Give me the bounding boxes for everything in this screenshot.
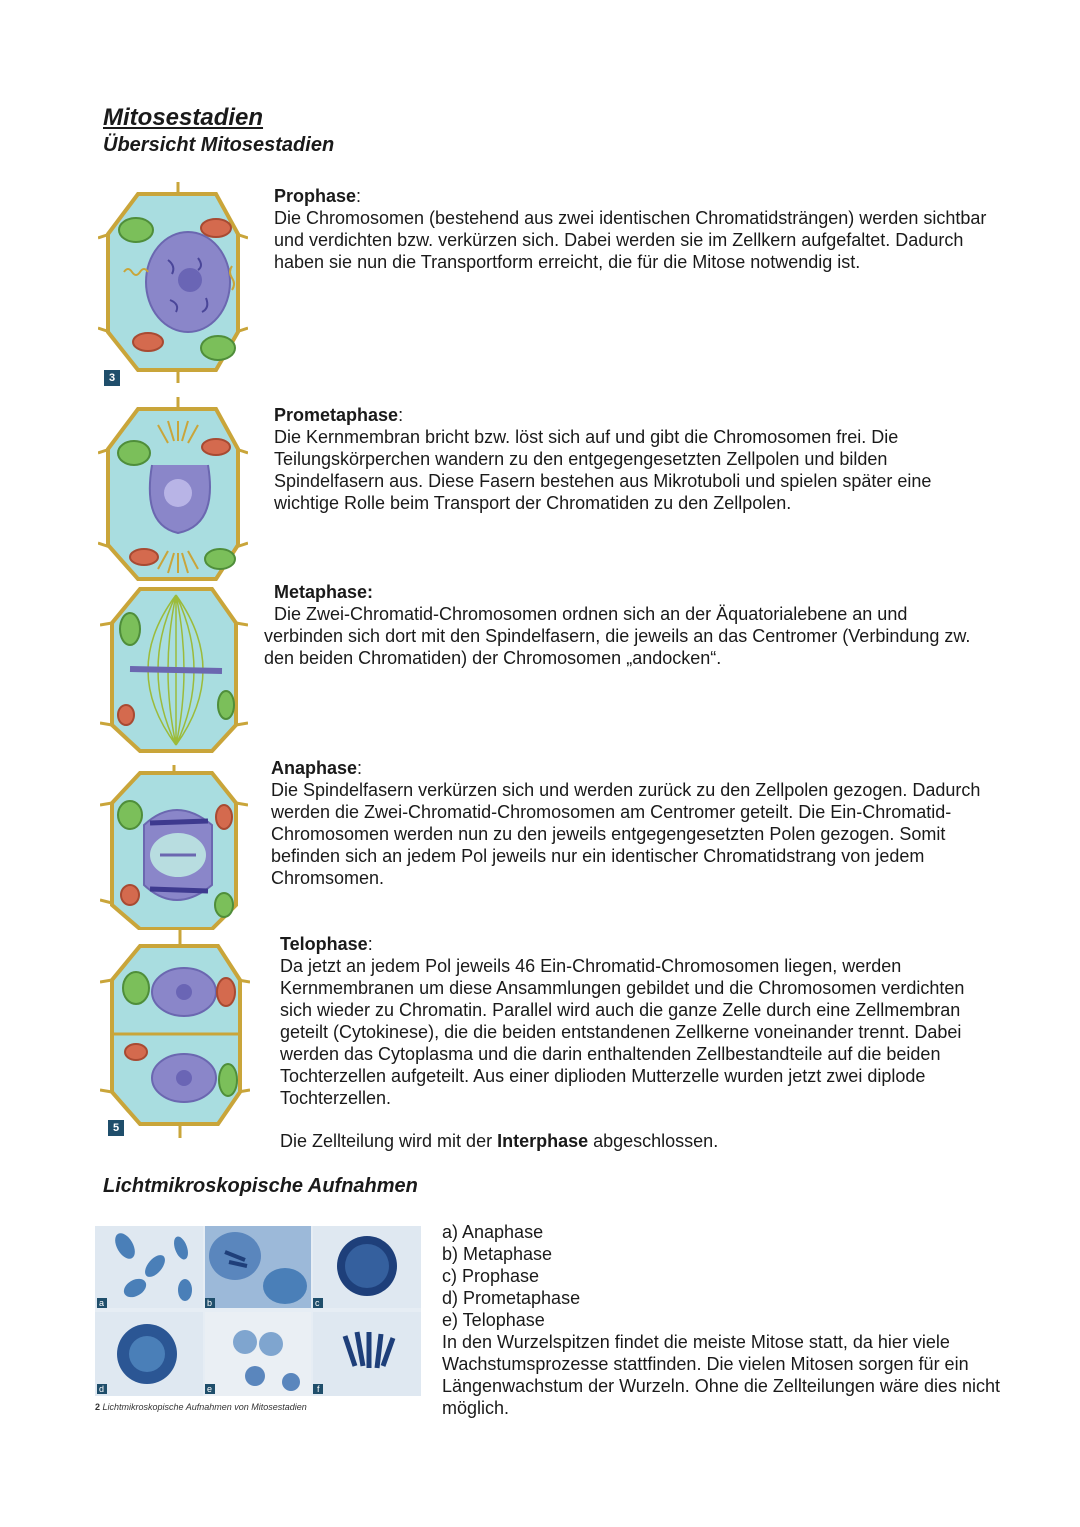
micro-label: e [207,1384,213,1394]
micro-answers [442,1221,1002,1419]
micro-panel-e [205,1312,311,1396]
telophase-cell-illustration [100,930,250,1140]
stage-name: Anaphase [271,758,358,778]
stage-description: Die Chromosomen (bestehend aus zwei identischen Chromatidsträngen) werden sichtbar und verdichten bzw. verkürzen sich. Dabei werden sie im Zellkern aufgefaltet. Dadurch haben sie nun die Transportform erreicht, die für die Mitose notwendig ist. [274,208,987,272]
stage-description: Die Spindelfasern verkürzen sich und werden zurück zu den Zellpolen gezogen. Dadurch werden die Zwei-Chromatid-Chromosomen am Centromer geteilt. Die Ein-Chromatid-Chromosomen werden nun zu den jeweils entgegengesetzten Polen gezogen. Somit befinden sich an jedem Pol jeweils nur ein identischer Chromatidstrang von jedem Chromsomen. [271,780,981,888]
micro-explanation: In den Wurzelspitzen findet die meiste Mitose statt, da hier viele Wachstumsprozesse stattfinden. Die vielen Mitosen sorgen für ein Längenwachstum der Wurzeln. Ohne die Zellteilungen wäre dies nicht möglich. [442,1332,1000,1418]
stage-colon: : [398,405,404,425]
micro-caption-number: 2 [95,1402,101,1412]
answer-item: a) Anaphase [442,1222,544,1242]
micro-panel-c [313,1226,421,1308]
page-subtitle: Übersicht Mitosestadien [103,134,335,156]
stage-name: Metaphase: [274,582,374,602]
stage-colon: : [367,934,373,954]
answer-item: e) Telophase [442,1310,545,1330]
stage-telophase [280,933,990,1109]
interphase-suffix: abgeschlossen. [588,1131,719,1151]
figure-number-badge: 5 [108,1120,124,1136]
page-title: Mitosestadien [103,104,264,131]
metaphase-cell-illustration [100,585,248,755]
stage-prometaphase [274,404,994,514]
microscopy-photo-grid [95,1226,421,1396]
micro-panel-d [95,1312,203,1396]
anaphase-cell-illustration [100,765,248,930]
stage-colon: : [357,758,363,778]
prophase-cell-illustration [98,180,248,385]
stage-description: Die Zwei-Chromatid-Chromosomen ordnen sich an der Äquatorialebene an und verbinden sich dort mit den Spindelfasern, die jeweils an das Centromer (Verbindung zw. den beiden Chromatiden) der Chromosomen „andocken“. [264,604,971,668]
interphase-note [280,1130,990,1152]
micro-panel-b [205,1226,311,1308]
micro-caption-text: Lichtmikroskopische Aufnahmen von Mitosestadien [100,1402,307,1412]
stage-name: Prophase [274,186,357,206]
micro-label: c [315,1298,320,1308]
stage-description: Da jetzt an jedem Pol jeweils 46 Ein-Chromatid-Chromosomen liegen, werden Kernmembranen um diese Ansammlungen gebildet und die Chromosomen verdichten sich wieder zu Chromatin. Parallel wird auch die ganze Zelle durch eine Zellmembran geteilt (Cytokinese), die die beiden entstandenen Zellkerne voneinander trennt. Dabei werden das Cytoplasma und die darin enthaltenden Zellbestandteile auf die beiden Tochterzellen aufgeteilt. Aus einer diplioden Mutterzelle wurden jetzt zwei diplode Tochterzellen. [280,956,965,1108]
stage-metaphase [264,581,984,669]
micro-label: b [207,1298,213,1308]
micro-label: f [317,1384,320,1394]
prometaphase-cell-illustration [98,395,248,585]
answer-item: c) Prophase [442,1266,540,1286]
stage-description: Die Kernmembran bricht bzw. löst sich auf und gibt die Chromosomen frei. Die Teilungskörperchen wandern zu den entgegengesetzten Zellpolen und bilden Spindelfasern aus. Diese Fasern bestehen aus Mikrotuboli und spielen später eine wichtige Rolle beim Transport der Chromatiden zu den Zellpolen. [274,427,932,513]
micro-caption [95,1402,307,1412]
answer-item: b) Metaphase [442,1244,553,1264]
stage-colon: : [356,186,362,206]
micro-panel-a [95,1226,203,1308]
micro-label: a [99,1298,105,1308]
stage-prophase [274,185,994,273]
interphase-prefix: Die Zellteilung wird mit der [280,1131,498,1151]
micro-panel-f [313,1312,421,1396]
micro-label: d [99,1384,105,1394]
figure-number-badge: 3 [104,370,120,386]
stage-name: Telophase [280,934,368,954]
micro-heading: Lichtmikroskopische Aufnahmen [103,1175,418,1197]
stage-name: Prometaphase [274,405,399,425]
answer-item: d) Prometaphase [442,1288,581,1308]
interphase-term: Interphase [497,1131,589,1151]
stage-anaphase [271,757,991,889]
